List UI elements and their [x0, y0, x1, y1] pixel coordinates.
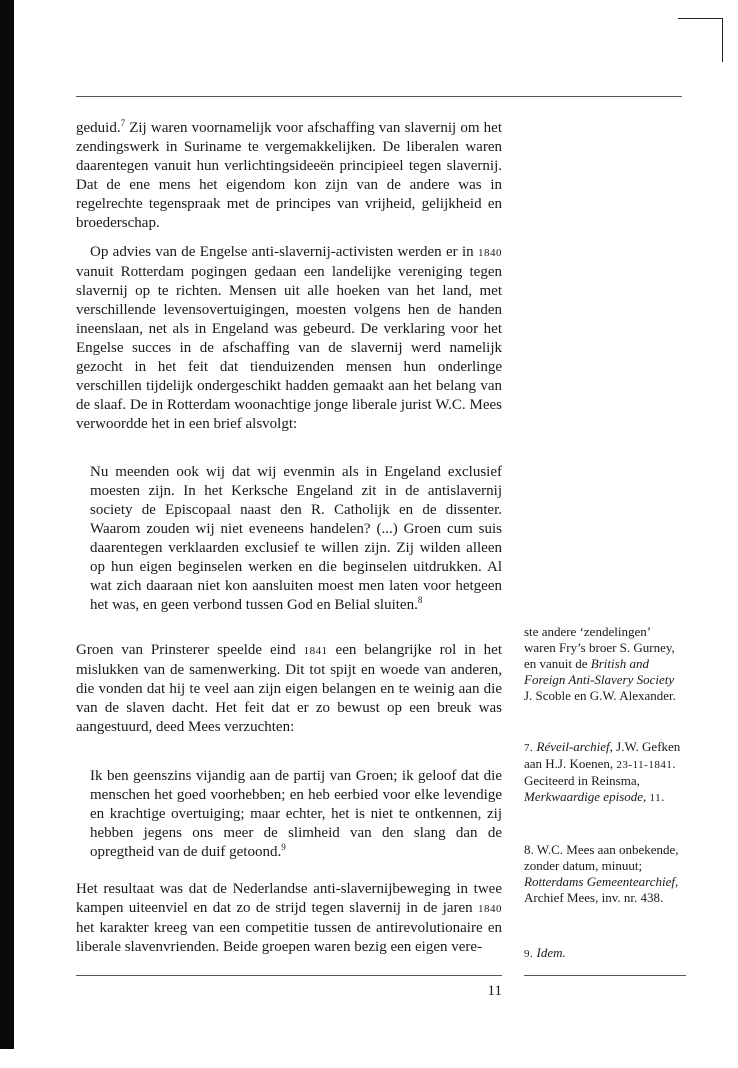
crop-mark-vertical — [722, 18, 723, 62]
footnote-ref-9[interactable]: 9 — [281, 842, 286, 852]
footnote-ref-8[interactable]: 8 — [417, 595, 423, 605]
bottom-rule-main — [76, 975, 502, 976]
paragraph-1: geduid.$^7$ Zij waren voornamelijk voor afschaffing van slavernij om het zendingswerk in Suriname te vergemakkelijken. De liberalen waren daarentegen vanuit hun verlichtingsideeën principieel tegen slavernij. Dat de ene mens het eigendom kon zijn van de andere was in regelrechte tegenspraak met de principes van vrijheid, gelijkheid en broederschap. — [76, 118, 502, 231]
top-rule — [76, 96, 682, 97]
paragraph-2: Op advies van de Engelse anti-slavernij-activisten werden er in 1840 vanuit Rotterdam pogingen gedaan een landelijke vereniging tegen slavernij op te richten. Mensen uit alle hoeken van het land, met verschillende levensovertuigingen, moesten volgens hen de handen ineenslaan, net als in Engeland was gebeurd. De verklaring voor het Engelse succes in de afschaffing van de slavernij werd namelijk gezocht in het feit dat tienduizenden mensen hun onderlinge verschillen tijdelijk ondergeschikt hadden gemaakt aan het belang van de slaaf. De in Rotterdam woonachtige jonge liberale jurist W.C. Mees verwoordde het in een brief alsvolgt: — [76, 244, 502, 432]
page-number: 11 — [487, 983, 502, 999]
paragraph-3: Groen van Prinsterer speelde eind 1841 een belangrijke rol in het mislukken van de samenwerking. Dit tot spijt en woede van anderen, die vonden dat hij te veel aan zijn eigen belangen en te weinig aan die van de slaven dacht. Het feit dat er zo bewust op een breuk was aangestuurd, deed Mees verzuchten: — [76, 642, 502, 735]
block-quote-2: Ik ben geenszins vijandig aan de partij van Groen; ik geloof dat die menschen het goed voorhebben; en heb eerbied voor elke levendige en krachtige overtuiging; maar echter, het is niet te ontkennen, zij hebben jegens ons meer de slimheid van den slang dan de opregtheid van de duif getoond.$^9$ — [90, 768, 502, 860]
sidenote-7: 7. Réveil-archief, J.W. Gefken aan H.J. Koenen, 23-11-1841. Geciteerd in Reinsma, Merkwaardige episode, 11. — [524, 739, 681, 804]
sidenote-8: 8. W.C. Mees aan onbekende, zonder datum, minuut; Rotterdams Gemeentearchief, Archief Mees, inv. nr. 438. — [524, 842, 679, 905]
paragraph-4: Het resultaat was dat de Nederlandse anti-slavernijbeweging in twee kampen uiteenviel en dat zo de strijd tegen slavernij in de jaren 1840 het karakter kreeg van een competitie tussen de antirevolutionaire en liberale slavenvrienden. Beide groepen waren bezig een eigen vere- — [76, 881, 502, 955]
bottom-rule-sidenotes — [524, 975, 686, 976]
block-quote-1: Nu meenden ook wij dat wij evenmin als in Engeland exclusief moesten zijn. In het Kerksche Engeland zit in de antislavernij society de Episcopaal naast den R. Catholijk en de dissenter. Waarom zouden wij niet eveneens handelen? (...) Groen cum suis daarentegen verklaarden exclusief te willen zijn. Zij wilden alleen op hun eigen beginselen werken en die beginselen uitdrukken. Al wat zich daaraan niet kon aansluiten moest men laten voor hetgeen het was, en geen verbond tussen God en Belial sluiten.$^8$ — [90, 464, 502, 613]
footnote-ref-7[interactable]: 7 — [120, 118, 126, 128]
sidenote-9: 9. Idem. — [524, 945, 566, 960]
scan-edge-bar — [0, 0, 14, 1049]
sidenote-continued: ste andere ‘zendelingen’ waren Fry’s broer S. Gurney, en vanuit de British and Foreign Anti-Slavery Society J. Scoble en G.W. Alexander. — [524, 624, 676, 703]
crop-mark — [678, 18, 722, 19]
